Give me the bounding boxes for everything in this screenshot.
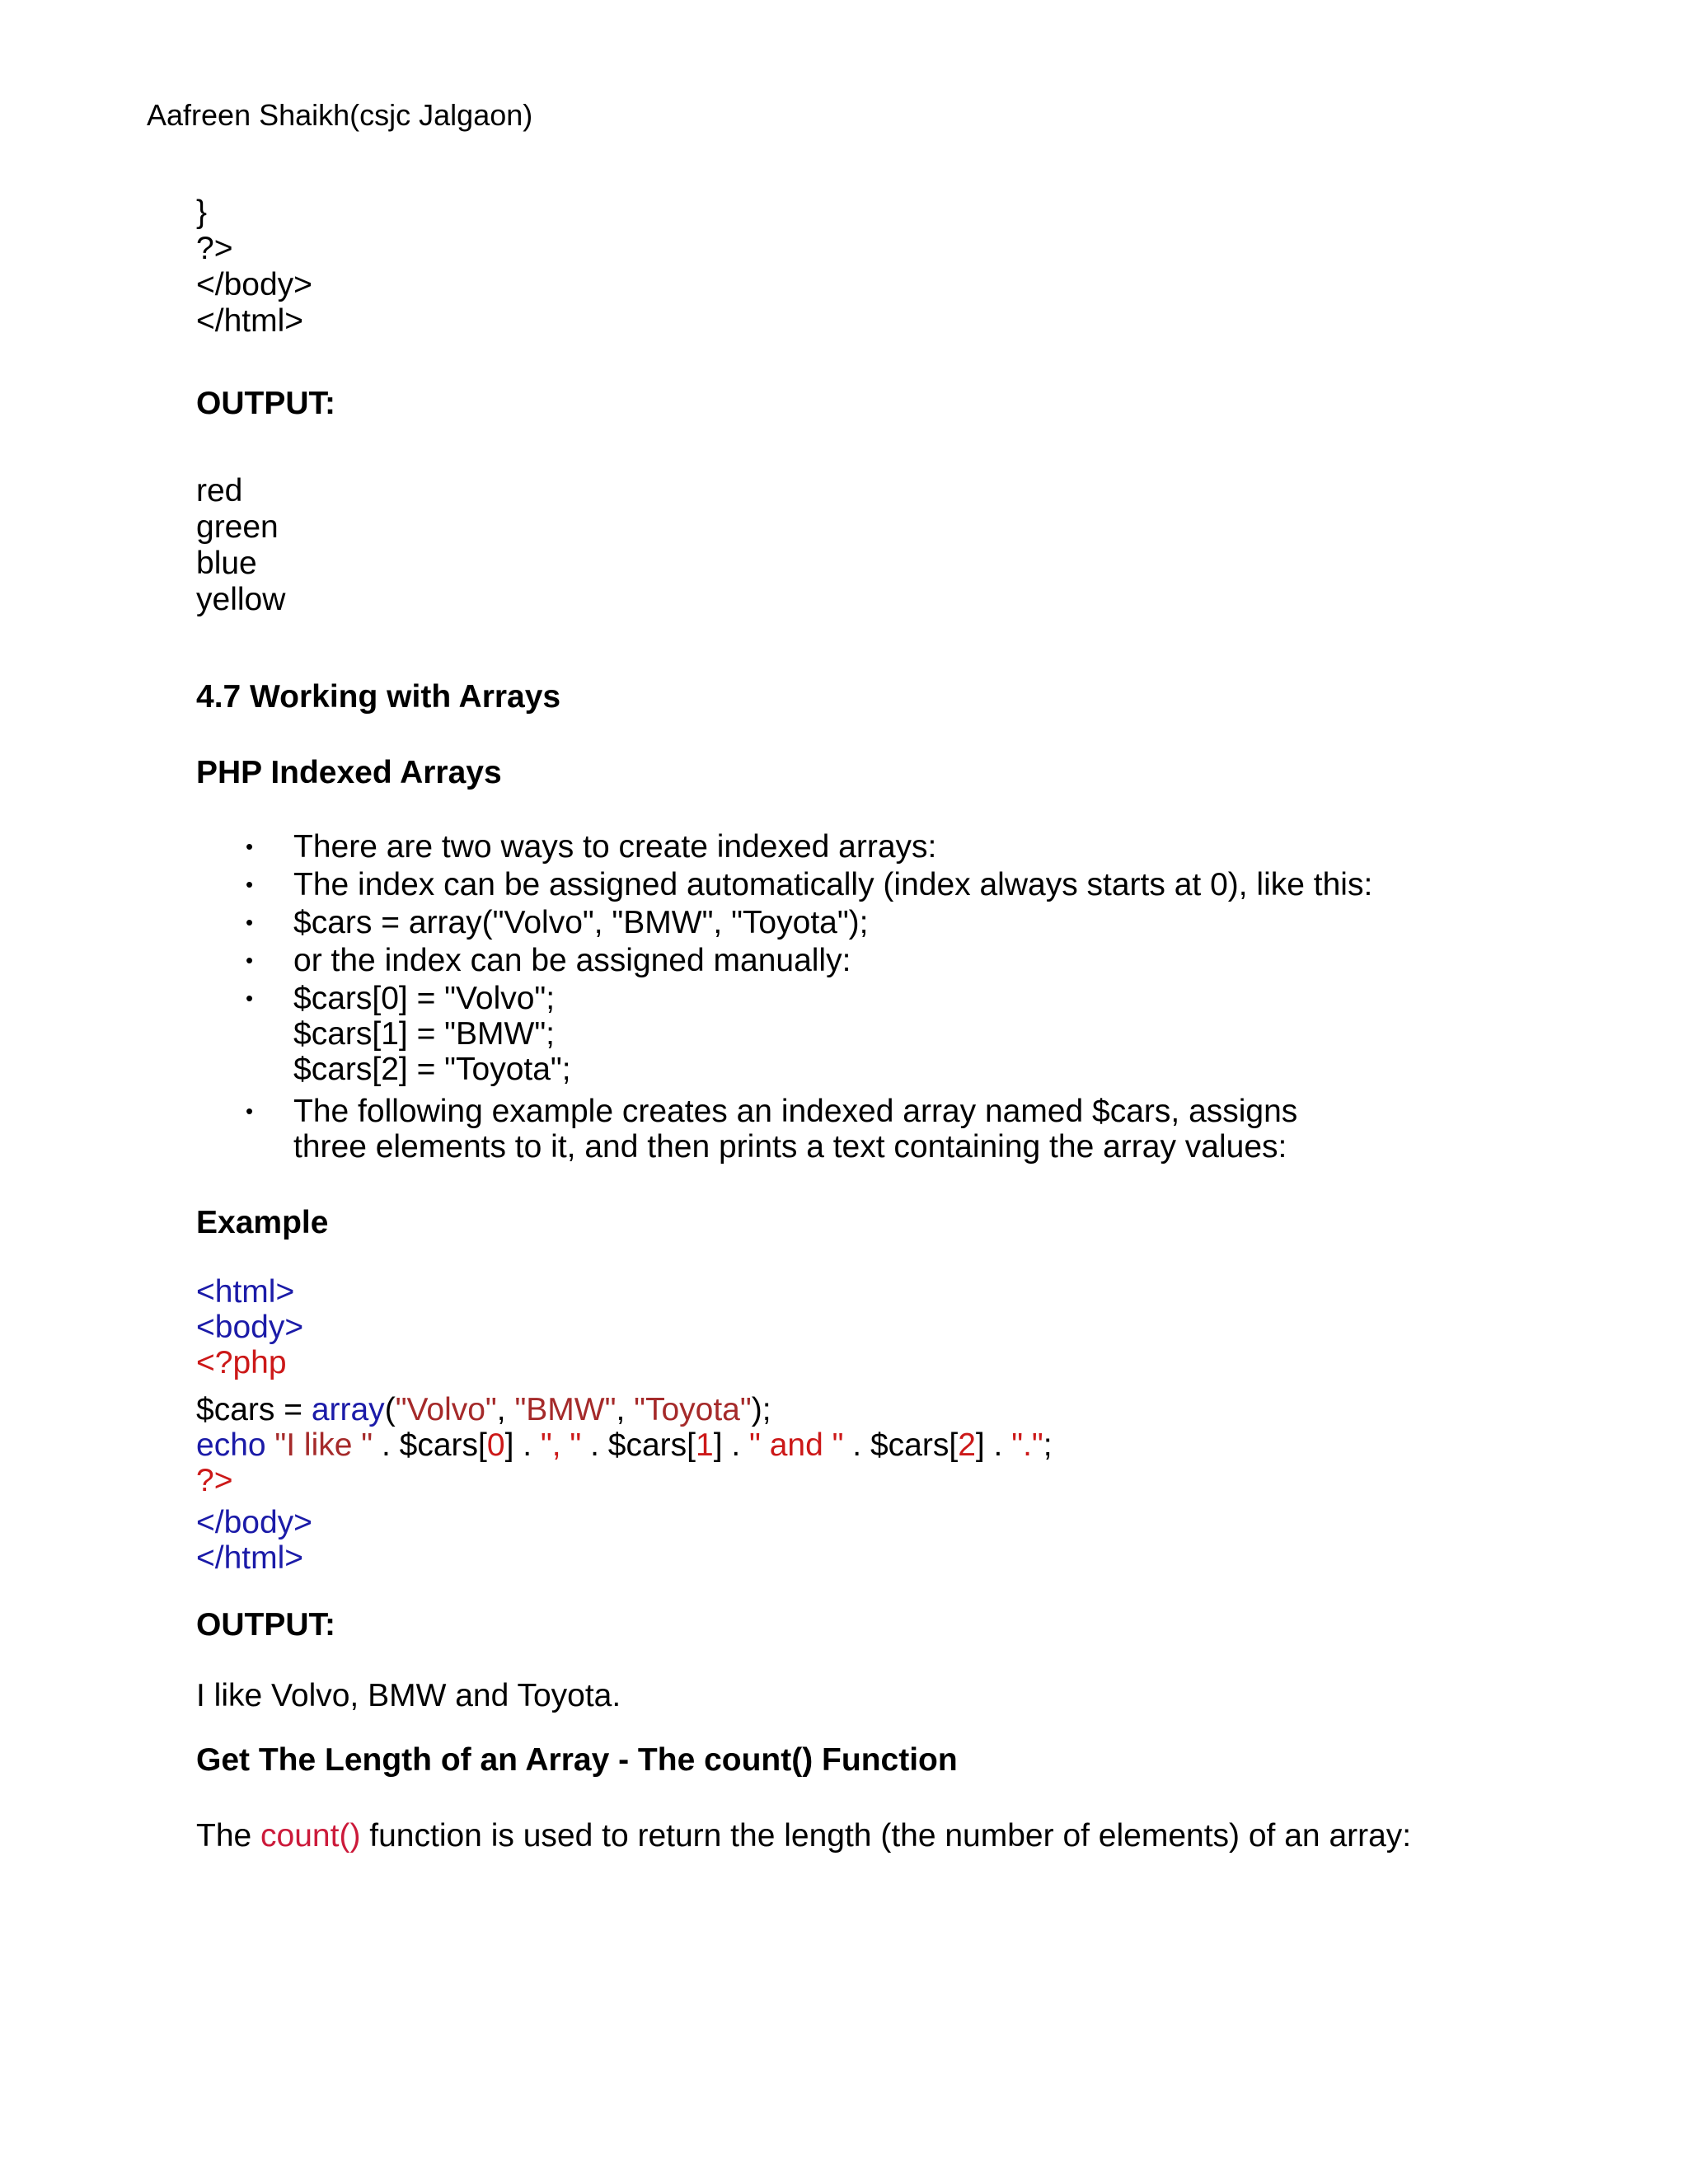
code-line: ?> <box>196 1463 233 1498</box>
top-code-snippet <box>196 194 312 340</box>
bullet-item: • or the index can be assigned manually: <box>246 943 851 978</box>
code-line: </html> <box>196 303 304 339</box>
code-line: <body> <box>196 1310 304 1345</box>
code-line: ?> <box>196 231 233 266</box>
bullet-item: • The index can be assigned automatically (index always starts at 0), like this: <box>246 867 1373 902</box>
example-code-block <box>196 1274 1053 1576</box>
code-line: </body> <box>196 1505 312 1540</box>
code-line: <html> <box>196 1274 295 1310</box>
code-line: <?php <box>196 1345 287 1380</box>
count-function-name: count() <box>260 1818 361 1854</box>
output-line: green <box>196 509 279 545</box>
bullet-icon: • <box>246 986 254 1010</box>
bullet-item: • There are two ways to create indexed arrays: <box>246 829 937 865</box>
bullet-icon: • <box>246 910 254 935</box>
output-heading: OUTPUT: <box>196 386 335 421</box>
bullet-icon: • <box>246 834 254 859</box>
bullet-icon: • <box>246 1099 254 1123</box>
output-heading: OUTPUT: <box>196 1607 335 1643</box>
output-line: yellow <box>196 582 286 617</box>
count-section-heading: Get The Length of an Array - The count() Function <box>196 1742 958 1778</box>
bullet-item: • $cars[0] = "Volvo"; $cars[1] = "BMW"; $cars[2] = "Toyota"; <box>246 981 571 1087</box>
code-line: } <box>196 194 208 230</box>
output-line: blue <box>196 546 257 581</box>
bullet-item: • $cars = array("Volvo", "BMW", "Toyota"); <box>246 905 869 940</box>
code-line: </body> <box>196 267 312 302</box>
code-line: echo "I like " . $cars[0] . ", " . $cars[1] . " and " . $cars[2] . "."; <box>196 1427 1053 1463</box>
bullet-list <box>196 829 1372 1167</box>
example-heading: Example <box>196 1205 329 1240</box>
bullet-icon: • <box>246 872 254 897</box>
bullet-icon: • <box>246 948 254 972</box>
code-line: $cars = array("Volvo", "BMW", "Toyota"); <box>196 1392 771 1427</box>
count-description: The count() function is used to return the length (the number of elements) of an array: <box>196 1818 1412 1854</box>
section-heading: 4.7 Working with Arrays <box>196 679 561 715</box>
code-line: </html> <box>196 1540 304 1576</box>
subsection-heading: PHP Indexed Arrays <box>196 755 502 790</box>
page-header-author: Aafreen Shaikh(csjc Jalgaon) <box>147 98 533 132</box>
bullet-item: • The following example creates an indexed array named $cars, assigns three elements to it, and then prints a text containing the array values: <box>246 1094 1298 1165</box>
output-color-list <box>196 473 285 618</box>
output-text: I like Volvo, BMW and Toyota. <box>196 1678 621 1713</box>
output-line: red <box>196 473 243 509</box>
